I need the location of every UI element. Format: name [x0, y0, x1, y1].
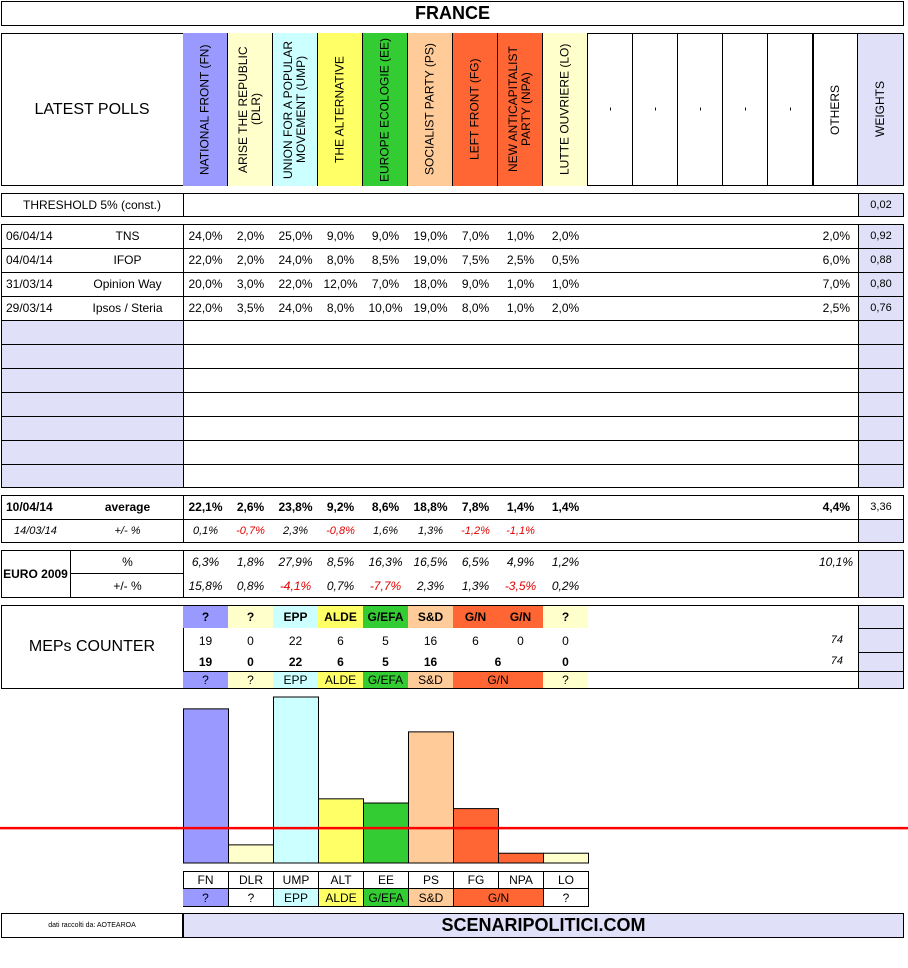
- euro2009-diff-ps: 2,3%: [416, 579, 445, 593]
- euro2009-pct-fg: 6,5%: [461, 555, 490, 569]
- poll-weight: 0,80: [870, 278, 892, 290]
- chart-group-label: G/N: [453, 889, 543, 906]
- chart-category-label: ALT: [318, 872, 363, 888]
- change-label: +/- %: [114, 525, 141, 537]
- chart-group-label: ALDE: [318, 889, 363, 906]
- change-value-ps: 1,3%: [417, 525, 444, 537]
- row-divider: [1, 368, 904, 369]
- poll-value-fg: 9,0%: [461, 277, 490, 291]
- mep-group-top: G/EFA: [363, 606, 408, 628]
- poll-date: 04/04/14: [6, 253, 53, 267]
- poll-value-npa: 1,0%: [506, 301, 535, 315]
- poll-value-ump: 22,0%: [278, 277, 313, 291]
- party-header-dlr: ARISE THE REPUBLIC (DLR): [228, 33, 273, 186]
- chart-group-label: ?: [228, 889, 273, 906]
- mep-count-row1: 6: [472, 634, 479, 648]
- row-divider: [1, 320, 904, 321]
- empty-party-header: -: [768, 33, 813, 186]
- poll-value-fn: 22,0%: [188, 253, 223, 267]
- change-value-npa: -1,1%: [506, 525, 535, 537]
- mep-group-bottom: EPP: [273, 672, 318, 688]
- poll-value-npa: 1,0%: [506, 229, 535, 243]
- row-divider: [1, 416, 904, 417]
- row-divider: [1, 440, 904, 441]
- bar-fg: [454, 809, 499, 863]
- mep-group-top: ?: [228, 606, 273, 628]
- chart-group-label: ?: [543, 889, 588, 906]
- poll-value-dlr: 3,0%: [236, 277, 265, 291]
- poll-value-fg: 8,0%: [461, 301, 490, 315]
- party-header-ps: SOCIALIST PARTY (PS): [408, 33, 453, 186]
- mep-group-top: ALDE: [318, 606, 363, 628]
- poll-value-lo: 0,5%: [551, 253, 580, 267]
- poll-value-ps: 19,0%: [413, 253, 448, 267]
- average-label: average: [104, 500, 151, 514]
- mep-group-top: G/N: [498, 606, 543, 628]
- poll-value-lo: 2,0%: [551, 301, 580, 315]
- poll-value-ee: 7,0%: [371, 277, 400, 291]
- empty-party-header: -: [588, 33, 633, 186]
- poll-value-ps: 19,0%: [413, 301, 448, 315]
- average-value-lo: 1,4%: [551, 500, 580, 514]
- poll-value-alt: 8,0%: [326, 301, 355, 315]
- mep-count-row1: 19: [198, 634, 213, 648]
- chart-category-label: DLR: [228, 872, 273, 888]
- bar-lo: [544, 853, 589, 863]
- party-header-npa: NEW ANTICAPITALIST PARTY (NPA): [498, 33, 543, 186]
- footer-site: SCENARIPOLITICI.COM: [183, 913, 904, 938]
- mep-count-row1: 5: [382, 634, 389, 648]
- meps-row1-total: 74: [830, 634, 843, 646]
- poll-weight: 0,88: [870, 254, 892, 266]
- mep-count-row1: 0: [517, 634, 524, 648]
- poll-value-ee: 9,0%: [371, 229, 400, 243]
- poll-value-alt: 9,0%: [326, 229, 355, 243]
- average-value-ee: 8,6%: [371, 500, 400, 514]
- mep-count-row2: 5: [382, 655, 389, 669]
- average-value-dlr: 2,6%: [236, 500, 265, 514]
- mep-count-row1: 22: [288, 634, 303, 648]
- row-divider: [1, 344, 904, 345]
- euro2009-diff-ee: -7,7%: [369, 579, 402, 593]
- threshold-label: THRESHOLD 5% (const.): [22, 198, 162, 212]
- mep-group-top: ?: [183, 606, 228, 628]
- poll-date: 29/03/14: [6, 301, 53, 315]
- euro2009-pct-dlr: 1,8%: [236, 555, 265, 569]
- euro2009-pct-fn: 6,3%: [191, 555, 220, 569]
- poll-value-ee: 10,0%: [368, 301, 403, 315]
- average-weight: 3,36: [870, 501, 892, 513]
- poll-value-alt: 8,0%: [326, 253, 355, 267]
- party-header-lo: LUTTE OUVRIERE (LO): [543, 33, 588, 186]
- euro2009-pct-alt: 8,5%: [326, 555, 355, 569]
- average-value-alt: 9,2%: [326, 500, 355, 514]
- mep-group-top: G/N: [453, 606, 498, 628]
- chart-category-label: FN: [197, 873, 214, 887]
- party-header-ee: EUROPE ECOLOGIE (EE): [363, 33, 408, 186]
- bar-npa: [499, 853, 544, 863]
- poll-value-fg: 7,0%: [461, 229, 490, 243]
- poll-others: 2,5%: [822, 301, 850, 315]
- average-value-npa: 1,4%: [506, 500, 535, 514]
- party-header-alt: THE ALTERNATIVE: [318, 33, 363, 186]
- chart-category-label: PS: [408, 872, 453, 888]
- poll-weight: 0,76: [870, 302, 892, 314]
- empty-party-header: -: [678, 33, 723, 186]
- poll-value-ump: 24,0%: [278, 301, 313, 315]
- row-divider: [1, 248, 904, 249]
- change-value-alt: -0,8%: [326, 525, 355, 537]
- poll-pollster: Opinion Way: [93, 277, 162, 291]
- average-value-ps: 18,8%: [413, 500, 448, 514]
- euro2009-diff-label: +/- %: [113, 579, 142, 593]
- bar-fn: [184, 709, 229, 863]
- bar-dlr: [229, 845, 274, 863]
- average-value-fn: 22,1%: [188, 500, 223, 514]
- mep-count-row1: 0: [247, 634, 254, 648]
- change-value-fg: -1,2%: [461, 525, 490, 537]
- poll-value-lo: 2,0%: [551, 229, 580, 243]
- page-title: FRANCE: [1, 1, 904, 26]
- average-others: 4,4%: [822, 500, 850, 514]
- party-header-fg: LEFT FRONT (FG): [453, 33, 498, 186]
- meps-counter-label: MEPs COUNTER: [28, 638, 156, 655]
- poll-value-alt: 12,0%: [323, 277, 358, 291]
- poll-value-fg: 7,5%: [461, 253, 490, 267]
- chart-group-label: S&D: [408, 889, 453, 906]
- bar-ump: [274, 697, 319, 863]
- poll-weight: 0,92: [870, 230, 892, 242]
- euro2009-pct-label: %: [122, 555, 133, 569]
- mep-count-row2: 0: [562, 655, 569, 669]
- mep-group-top: EPP: [273, 606, 318, 628]
- chart-category-label: LO: [543, 872, 588, 888]
- chart-category-label: UMP: [273, 872, 318, 888]
- euro2009-diff-fn: 15,8%: [188, 579, 223, 593]
- change-value-ee: 1,6%: [372, 525, 399, 537]
- mep-count-row2: 0: [247, 655, 254, 669]
- poll-date: 06/04/14: [6, 229, 53, 243]
- change-value-dlr: -0,7%: [236, 525, 265, 537]
- euro2009-diff-ump: -4,1%: [279, 579, 312, 593]
- poll-value-dlr: 2,0%: [236, 229, 265, 243]
- mep-group-bottom: ?: [543, 672, 588, 688]
- poll-value-ps: 19,0%: [413, 229, 448, 243]
- euro2009-diff-fg: 1,3%: [461, 579, 490, 593]
- euro2009-pct-lo: 1,2%: [551, 555, 580, 569]
- mep-group-bottom: ?: [183, 672, 228, 688]
- mep-group-bottom: G/EFA: [363, 672, 408, 688]
- latest-polls-label: LATEST POLLS: [34, 100, 150, 118]
- average-value-fg: 7,8%: [461, 500, 490, 514]
- mep-count-row2: 19: [198, 655, 213, 669]
- row-divider: [1, 272, 904, 273]
- mep-group-bottom: ALDE: [318, 672, 363, 688]
- mep-group-bottom: G/N: [453, 672, 543, 688]
- poll-others: 7,0%: [822, 277, 850, 291]
- poll-others: 2,0%: [822, 229, 850, 243]
- mep-count-row1: 6: [337, 634, 344, 648]
- euro2009-pct-npa: 4,9%: [506, 555, 535, 569]
- weights-header: WEIGHTS: [858, 34, 903, 185]
- bar-ps: [409, 732, 454, 863]
- poll-pollster: Ipsos / Steria: [92, 301, 163, 315]
- row-divider: [1, 296, 904, 297]
- chart-category-label: FG: [453, 872, 498, 888]
- mep-group-bottom: ?: [228, 672, 273, 688]
- euro2009-diff-alt: 0,7%: [326, 579, 355, 593]
- poll-value-npa: 2,5%: [506, 253, 535, 267]
- bar-ee: [364, 803, 409, 863]
- mep-group-top: ?: [543, 606, 588, 628]
- poll-value-lo: 1,0%: [551, 277, 580, 291]
- chart-group-label: G/EFA: [363, 889, 408, 906]
- chart-group-label: EPP: [273, 889, 318, 906]
- mep-count-row1: 16: [423, 634, 438, 648]
- change-date: 14/03/14: [14, 525, 57, 537]
- euro2009-pct-ps: 16,5%: [413, 555, 448, 569]
- poll-value-dlr: 3,5%: [236, 301, 265, 315]
- poll-value-ps: 18,0%: [413, 277, 448, 291]
- mep-count-row2: 6: [494, 655, 502, 669]
- bar-alt: [319, 799, 364, 863]
- euro2009-diff-npa: -3,5%: [504, 579, 537, 593]
- empty-party-header: -: [723, 33, 768, 186]
- euro2009-diff-dlr: 0,8%: [236, 579, 265, 593]
- row-divider: [1, 464, 904, 465]
- poll-value-fn: 20,0%: [188, 277, 223, 291]
- poll-value-ump: 24,0%: [278, 253, 313, 267]
- footer-credit: dati raccolti da: AOTEAROA: [48, 922, 136, 929]
- euro2009-pct-ee: 16,3%: [368, 555, 403, 569]
- mep-group-top: S&D: [408, 606, 453, 628]
- poll-value-ee: 8,5%: [371, 253, 400, 267]
- poll-value-npa: 1,0%: [506, 277, 535, 291]
- party-header-fn: NATIONAL FRONT (FN): [183, 33, 228, 186]
- threshold-weight: 0,02: [859, 194, 903, 216]
- row-divider: [1, 392, 904, 393]
- mep-count-row2: 6: [337, 655, 344, 669]
- others-header: OTHERS: [813, 33, 858, 186]
- poll-others: 6,0%: [822, 253, 850, 267]
- poll-pollster: IFOP: [113, 253, 142, 267]
- poll-date: 31/03/14: [6, 277, 53, 291]
- poll-value-fn: 24,0%: [188, 229, 223, 243]
- mep-count-row2: 22: [288, 655, 303, 669]
- meps-row2-total: 74: [830, 655, 843, 667]
- change-value-ump: 2,3%: [282, 525, 309, 537]
- mep-count-row2: 16: [423, 655, 438, 669]
- poll-pollster: TNS: [115, 229, 140, 243]
- poll-value-fn: 22,0%: [188, 301, 223, 315]
- euro2009-others: 10,1%: [818, 555, 853, 569]
- average-value-ump: 23,8%: [278, 500, 313, 514]
- poll-value-dlr: 2,0%: [236, 253, 265, 267]
- euro2009-diff-lo: 0,2%: [551, 579, 580, 593]
- average-date: 10/04/14: [6, 500, 53, 514]
- euro2009-pct-ump: 27,9%: [278, 555, 313, 569]
- party-header-ump: UNION FOR A POPULAR MOVEMENT (UMP): [273, 33, 318, 186]
- mep-count-row1: 0: [562, 634, 569, 648]
- chart-group-label: ?: [183, 889, 228, 906]
- empty-party-header: -: [633, 33, 678, 186]
- mep-group-bottom: S&D: [408, 672, 453, 688]
- change-value-fn: 0,1%: [192, 525, 219, 537]
- euro2009-label: EURO 2009: [3, 567, 68, 581]
- chart-category-label: NPA: [498, 872, 543, 888]
- chart-category-label: EE: [363, 872, 408, 888]
- poll-value-ump: 25,0%: [278, 229, 313, 243]
